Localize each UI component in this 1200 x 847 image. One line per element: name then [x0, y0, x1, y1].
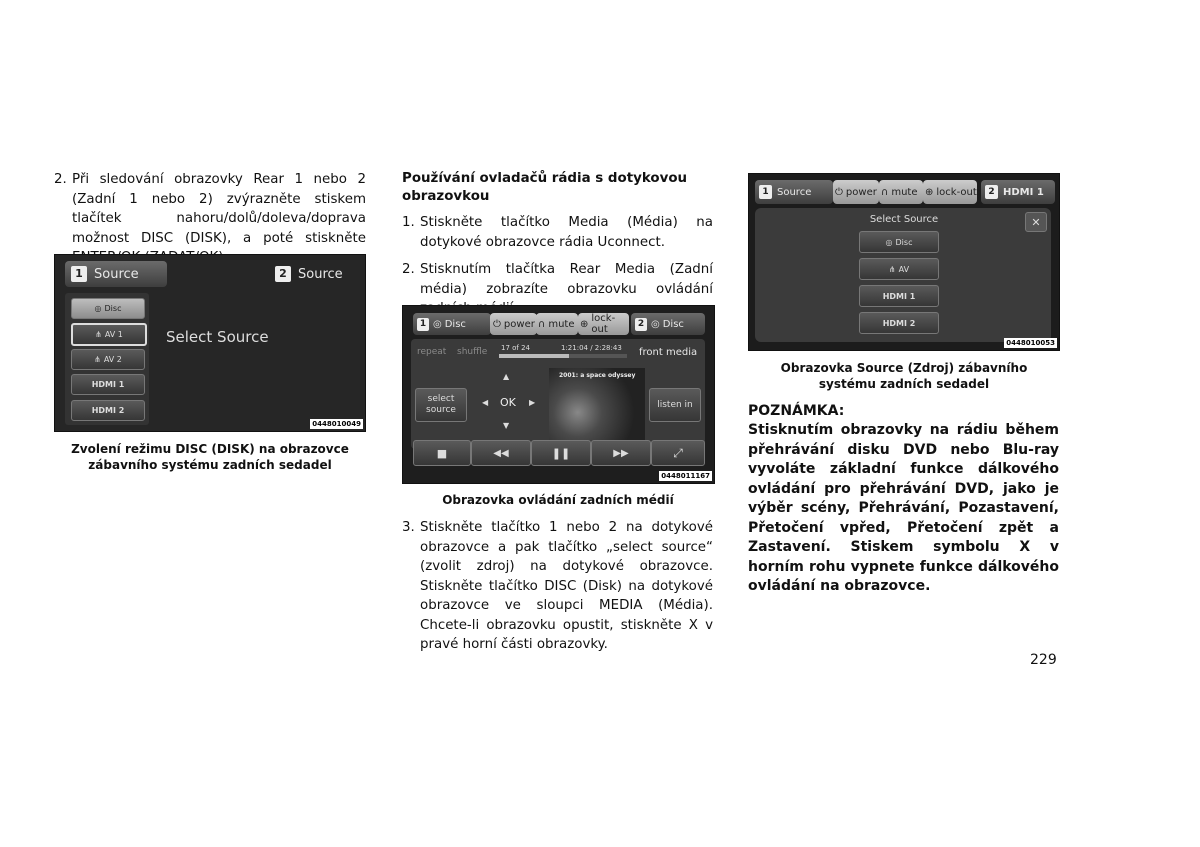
source-disc-button[interactable]	[71, 298, 145, 319]
mute-label: mute	[891, 186, 918, 198]
fullscreen-icon: ⤢	[673, 445, 683, 460]
step-2-text: Stisknutím tlačítka Rear Media (Zadní média) zobrazíte obrazovku ovládání	[420, 262, 713, 297]
up-arrow-button[interactable]: ▲	[503, 372, 510, 381]
source-hdmi1-button[interactable]	[859, 285, 939, 307]
power-label: power	[503, 318, 535, 330]
track-counter: 17 of 24	[501, 344, 531, 352]
front-media-button[interactable]: front media	[639, 347, 698, 358]
hdmi2-label: HDMI 2	[882, 318, 916, 328]
mute-button[interactable]	[879, 180, 923, 204]
figure-caption-1: Zvolení režimu DISC (DISK) na obrazovce zábavního systému zadních sedadel	[71, 442, 349, 472]
time-display: 1:21:04 / 2:28:43	[561, 344, 622, 352]
disc-icon: ◎	[433, 318, 442, 330]
pause-icon: ❚❚	[551, 446, 571, 460]
step-1-number: 1.	[402, 215, 415, 230]
step-3	[402, 518, 713, 655]
previous-button[interactable]	[471, 440, 531, 466]
listen-in-label: listen in	[657, 400, 693, 410]
lock-icon: ⊕	[580, 318, 589, 330]
av-icon: ⋔	[95, 330, 102, 339]
tab-1-number: 1	[759, 185, 772, 199]
fullscreen-button[interactable]	[651, 440, 705, 466]
headphones-icon: ∩	[538, 318, 546, 330]
source-av2-button[interactable]	[71, 349, 145, 370]
listen-in-button[interactable]	[649, 388, 701, 422]
repeat-button[interactable]: repeat	[417, 347, 447, 357]
step-1-text: Stiskněte tlačítko Media (Média) na dotykové obrazovce rádia Uconnect.	[420, 215, 713, 250]
figure-code: 0448011167	[661, 472, 710, 480]
headphones-icon: ∩	[881, 186, 889, 198]
disc-icon: ◎	[94, 304, 102, 313]
rear-1-tab[interactable]	[755, 180, 833, 204]
right-arrow-button[interactable]: ▶	[529, 398, 536, 407]
source-select-screen	[748, 173, 1060, 351]
note-text: Stisknutím obrazovky na rádiu během přehrávání disku DVD nebo Blu-ray vyvoláte základní funkce dálkového ovládání pro přehrávání DVD, jako je výběr scény, Přehrávání, Pozastavení, Přetočení vpřed, Přetočení zpět a Zastavení. Stiskem symbolu X v horním rohu vypnete funkce dálkového ovládání na obrazovce.	[748, 422, 1059, 594]
tab-2-number: 2	[985, 185, 998, 199]
disc-select-screen	[54, 254, 366, 432]
source-hdmi2-button[interactable]	[859, 312, 939, 334]
tab-2-number: 2	[635, 318, 647, 331]
figure-caption-3: Obrazovka Source (Zdroj) zábavního systému zadních sedadel	[780, 361, 1028, 391]
tab-1-label: Disc	[444, 318, 466, 330]
step-1	[402, 213, 713, 252]
stop-button[interactable]	[413, 440, 471, 466]
down-arrow-button[interactable]: ▼	[503, 421, 510, 430]
rear-2-tab[interactable]	[981, 180, 1055, 204]
next-button[interactable]	[591, 440, 651, 466]
disc-icon: ◎	[885, 237, 893, 247]
source-tab-1[interactable]	[65, 261, 167, 287]
video-thumbnail	[549, 368, 645, 442]
ok-button[interactable]: OK	[500, 396, 516, 409]
step-3-number: 3.	[402, 520, 415, 535]
av1-label: AV 1	[104, 330, 123, 339]
rear-media-control-screen	[402, 305, 715, 484]
step-2-number: 2.	[402, 262, 415, 277]
source-av-button[interactable]	[859, 258, 939, 280]
disc-icon: ◎	[651, 318, 660, 330]
av2-label: AV 2	[103, 355, 122, 364]
power-button[interactable]	[833, 180, 879, 204]
close-icon: ✕	[1031, 215, 1041, 229]
lockout-button[interactable]	[578, 313, 629, 335]
select-source-button[interactable]	[415, 388, 467, 422]
select-source-text: Select Source	[166, 328, 269, 346]
hdmi2-label: HDMI 2	[91, 406, 125, 415]
lockout-label: lock-out	[936, 186, 977, 198]
tab-1-label: Source	[94, 266, 139, 282]
power-icon: ⏻	[835, 186, 843, 198]
step-2-text: Při sledování obrazovky Rear 1 nebo 2 (Zadní 1 nebo 2) zvýrazněte stiskem tlačítek nahoru/dolů/doleva/doprava možnost DISC (DISK), a poté stiskněte	[72, 172, 366, 246]
tab-2-label: Disc	[662, 318, 684, 330]
progress-bar	[499, 354, 627, 358]
tab-2-number: 2	[275, 266, 291, 282]
lockout-label: lock-out	[591, 313, 616, 335]
dialog-title: Select Source	[869, 214, 939, 225]
av-icon: ⋔	[94, 355, 101, 364]
hdmi1-label: HDMI 1	[882, 291, 916, 301]
disc-label: Disc	[895, 237, 913, 247]
source-av1-button[interactable]	[71, 323, 147, 346]
section-heading: Používání ovladačů rádia s dotykovou obrazovkou	[402, 171, 688, 204]
av-icon: ⋔	[888, 264, 896, 274]
mute-button[interactable]	[536, 313, 578, 335]
lockout-button[interactable]	[923, 180, 977, 204]
left-arrow-button[interactable]: ◀	[482, 398, 489, 407]
previous-icon: ◀◀	[493, 447, 509, 459]
disc-label: Disc	[104, 304, 122, 313]
tab-2-label: HDMI 1	[1003, 186, 1044, 198]
figure-code: 0448010049	[312, 420, 361, 428]
source-hdmi2-button[interactable]	[71, 400, 145, 421]
power-button[interactable]	[490, 313, 537, 335]
tab-1-label: Source	[777, 186, 812, 198]
lock-icon: ⊕	[925, 186, 934, 198]
step-2	[54, 170, 366, 268]
next-icon: ▶▶	[613, 447, 629, 459]
shuffle-button[interactable]: shuffle	[457, 347, 488, 357]
tab-2-label: Source	[298, 266, 343, 282]
source-disc-button[interactable]	[859, 231, 939, 253]
power-label: power	[845, 186, 877, 198]
tab-1-number: 1	[71, 266, 87, 282]
step-3-text: Stiskněte tlačítko 1 nebo 2 na dotykové obrazovce a pak tlačítko „select source“ (zvolit zdroj) na dotykové obrazovce. Stiskněte tlačítko DISC (Disk) na dotykové obrazovce ve sloupci MEDIA (Média). Chcete-li obrazovku opustit, stiskněte X v pravé horní části obrazovky.	[420, 520, 713, 652]
figure-caption-2: Obrazovka ovládání zadních médií	[442, 493, 674, 507]
step-2-number: 2.	[54, 172, 67, 187]
av-label: AV	[898, 264, 910, 274]
rear-2-tab[interactable]	[631, 313, 705, 335]
select-source-label: select source	[426, 394, 456, 415]
source-hdmi1-button[interactable]	[71, 374, 145, 395]
pause-button[interactable]	[531, 440, 591, 466]
close-button[interactable]	[1025, 212, 1047, 232]
tab-1-number: 1	[417, 318, 429, 331]
stop-icon: ■	[436, 446, 448, 460]
progress-fill	[499, 354, 569, 358]
note-title: POZNÁMKA:	[748, 403, 845, 419]
mute-label: mute	[548, 318, 575, 330]
hdmi1-label: HDMI 1	[91, 380, 125, 389]
figure-code: 0448010053	[1006, 339, 1055, 347]
page-number: 229	[1030, 652, 1057, 668]
rear-1-tab[interactable]	[413, 313, 491, 335]
source-tab-2[interactable]	[269, 261, 361, 287]
movie-title: 2001: a space odyssey	[559, 372, 636, 379]
power-icon: ⏻	[493, 318, 501, 330]
